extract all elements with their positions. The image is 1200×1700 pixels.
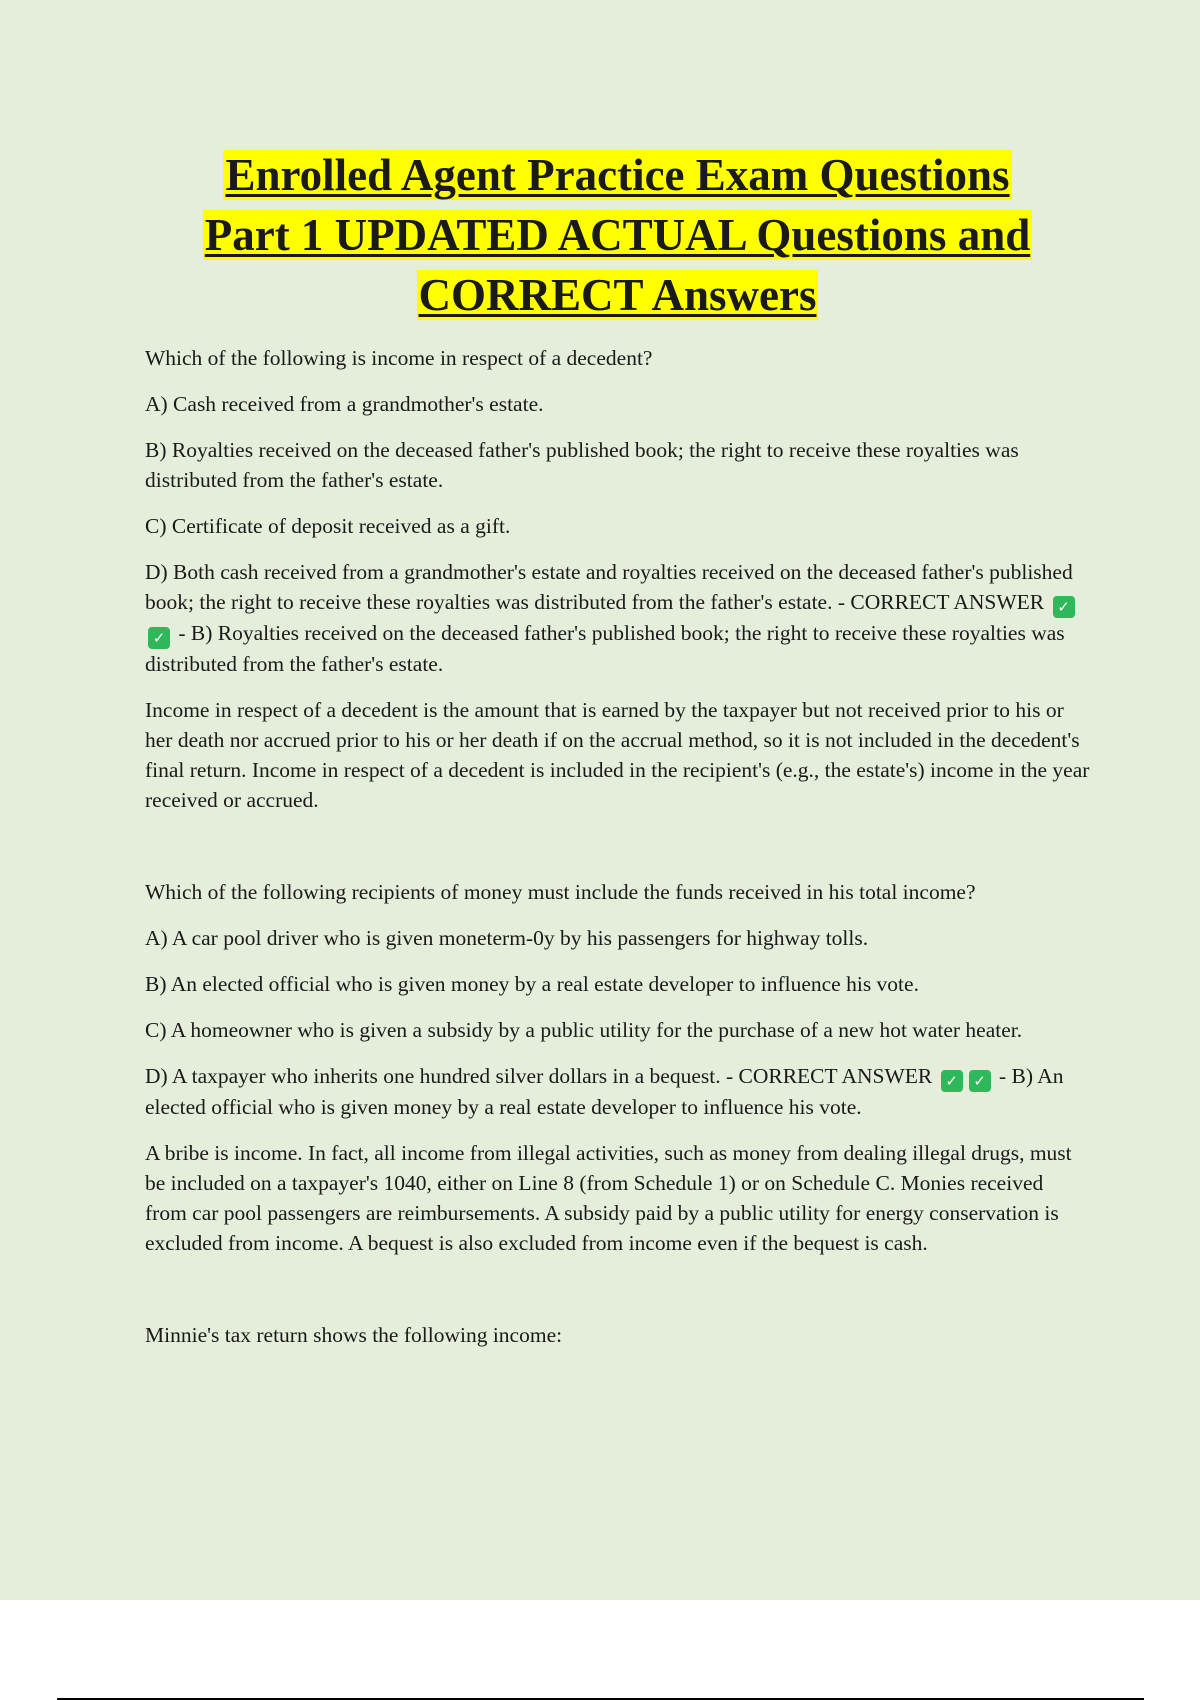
q1-option-a: A) Cash received from a grandmother's estate. <box>145 392 544 416</box>
q1-explanation: Income in respect of a decedent is the amount that is earned by the taxpayer but not received prior to his or her death nor accrued prior to his or her death if on the accrual method, so it is not included in the decedent's final return. Income in respect of a decedent is included in the recipient's (e.g., the estate's) income in the year received or accrued. <box>145 698 1090 812</box>
q2-option-a: A) A car pool driver who is given moneterm-0y by his passengers for highway tolls. <box>145 926 869 950</box>
check-mark-icon: ✓ <box>148 627 170 649</box>
title-line-2: Part 1 UPDATED ACTUAL Questions and <box>204 210 1031 260</box>
document-title <box>145 145 1090 325</box>
q1-question: Which of the following is income in respect of a decedent? <box>145 346 653 370</box>
q1-option-b: B) Royalties received on the deceased father's published book; the right to receive these royalties was distributed from the father's estate. <box>145 438 1019 492</box>
q2-answer: - B) An elected official who is given money by a real estate developer to influence his vote. <box>145 1064 1064 1119</box>
check-mark-icon: ✓ <box>941 1070 963 1092</box>
section-gap <box>145 831 1090 877</box>
q1-answer: - B) Royalties received on the deceased father's published book; the right to receive these royalties was distributed from the father's estate. <box>145 621 1065 676</box>
section-gap <box>145 1274 1090 1320</box>
title-line-3: CORRECT Answers <box>418 270 817 320</box>
check-mark-icon: ✓ <box>1053 596 1075 618</box>
q2-option-c: C) A homeowner who is given a subsidy by a public utility for the purchase of a new hot water heater. <box>145 1018 1023 1042</box>
q3-question: Minnie's tax return shows the following income: <box>145 1323 563 1347</box>
document-content <box>145 145 1090 1366</box>
title-line-1: Enrolled Agent Practice Exam Questions <box>225 150 1010 200</box>
q2-option-d-with-answer <box>145 1061 1090 1122</box>
check-mark-icon: ✓ <box>969 1070 991 1092</box>
q2-option-b: B) An elected official who is given money by a real estate developer to influence his vote. <box>145 972 919 996</box>
q2-explanation: A bribe is income. In fact, all income from illegal activities, such as money from dealing illegal drugs, must be included on a taxpayer's 1040, either on Line 8 (from Schedule 1) or on Schedule C. Monies received from car pool passengers are reimbursements. A subsidy paid by a public utility for energy conservation is excluded from income. A bequest is also excluded from income even if the bequest is cash. <box>145 1141 1072 1255</box>
q2-option-d: D) A taxpayer who inherits one hundred silver dollars in a bequest. - CORRECT ANSWER <box>145 1064 933 1088</box>
q1-option-d: D) Both cash received from a grandmother's estate and royalties received on the deceased father's published book; the right to receive these royalties was distributed from the father's estate. - CORRECT ANSWER <box>145 560 1073 614</box>
q1-option-d-with-answer <box>145 557 1090 679</box>
q1-option-c: C) Certificate of deposit received as a gift. <box>145 514 511 538</box>
q2-question: Which of the following recipients of money must include the funds received in his total income? <box>145 880 976 904</box>
